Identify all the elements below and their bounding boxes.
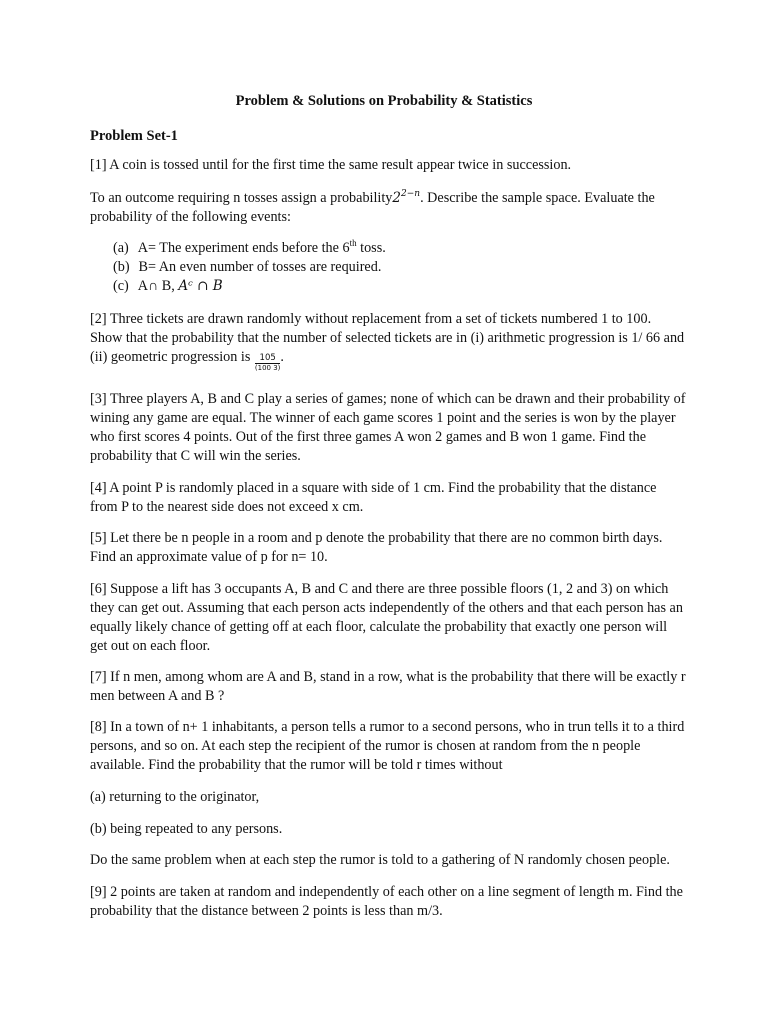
- problem-1-body: To an outcome requiring n tosses assign a $probability2^{2-n}$. Describe the sample space. Evaluate the probability of the following events:: [90, 189, 655, 225]
- probability-expression: $2^{2-n}$: [392, 189, 421, 206]
- problem-set-heading: Problem Set-1: [90, 128, 178, 144]
- problem-8-variant: Do the same problem when at each step the rumor is told to a gathering of N randomly chosen people.: [90, 852, 670, 868]
- problem-1-intro: [1] A coin is tossed until for the first time the same result appear twice in succession.: [90, 157, 572, 173]
- option-a: (a) A= The experiment ends before the 6th toss.: [113, 238, 386, 256]
- problem-2: [2] Three tickets are drawn randomly without replacement from a set of tickets numbered 1 to 100. Show that the probability that the number of selected tickets are in (i) arithmetic progression is 1/ 66 and (ii) geometric progression is $\frac{105}{(100 3)}$ .: [90, 311, 685, 372]
- problem-8-part-b: (b) being repeated to any persons.: [90, 821, 283, 837]
- page-title: Problem & Solutions on Probability & Statistics: [235, 93, 533, 109]
- option-c: (c) A∩ B, Aᶜ ∩ B: [113, 278, 223, 294]
- problem-8: [8] In a town of n+ 1 inhabitants, a person tells a rumor to a second persons, who in trun tells it to a third persons, and so on. At each step the recipient of the rumor is chosen at random from the n people available. Find the probability that the rumor will be told r times without: [90, 719, 685, 773]
- problem-3: [3] Three players A, B and C play a series of games; none of which can be drawn and their probability of wining any game are equal. The winner of each game scores 1 point and the series is won by the player who first scores 4 points. Out of the first three games A won 2 games and B won 1 game. Find the probability that C will win the series.: [90, 391, 686, 464]
- option-b: (b) B= An even number of tosses are required.: [113, 259, 382, 275]
- fraction: $\frac{105}{(100 3)}$: [254, 353, 281, 372]
- problem-6: [6] Suppose a lift has 3 occupants A, B and C and there are three possible floors (1, 2 and 3) on which they can get out. Assuming that each person acts independently of the others and that each person has an equally likely chance of getting off at each floor, calculate the probability that exactly one person will get out on each floor.: [90, 581, 683, 654]
- problem-7: [7] If n men, among whom are A and B, stand in a row, what is the probability that there will be exactly r men between A and B ?: [90, 669, 686, 704]
- problem-8-part-a: (a) returning to the originator,: [90, 789, 260, 805]
- problem-9: [9] 2 points are taken at random and independently of each other on a line segment of length m. Find the probability that the distance between 2 points is less than m/3.: [90, 884, 683, 919]
- problem-4: [4] A point P is randomly placed in a square with side of 1 cm. Find the probability that the distance from P to the nearest side does not exceed x cm.: [90, 480, 657, 515]
- problem-5: [5] Let there be n people in a room and p denote the probability that there are no common birth days. Find an approximate value of p for n= 10.: [90, 530, 663, 565]
